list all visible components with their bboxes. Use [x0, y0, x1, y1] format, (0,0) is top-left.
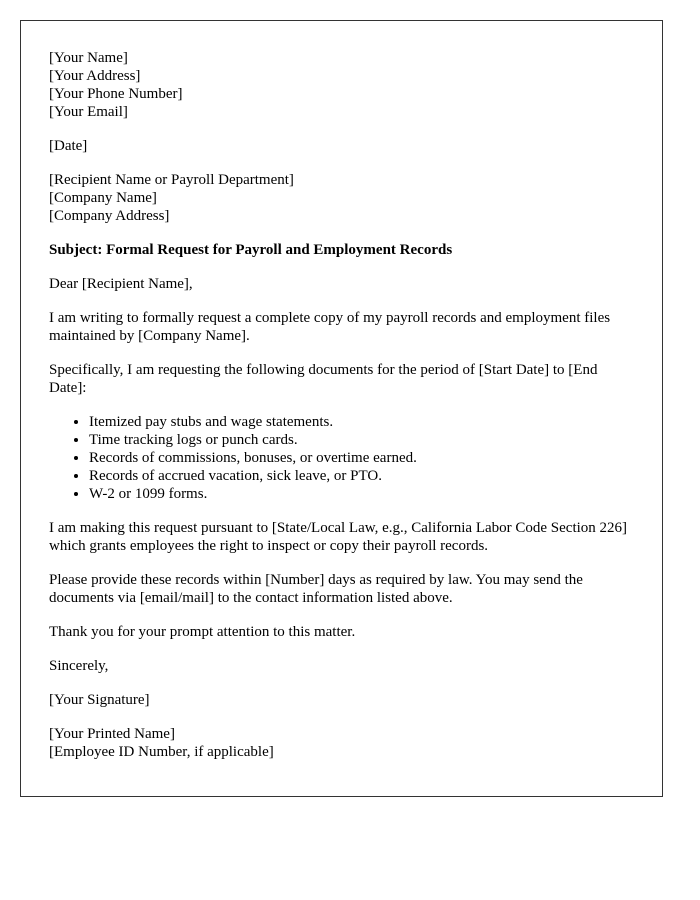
list-item: • Records of accrued vacation, sick leave, or PTO.	[89, 467, 634, 485]
recipient-company: [Company Name]	[49, 190, 157, 206]
legal-paragraph: I am making this request pursuant to [State/Local Law, e.g., California Labor Code Section 226] which grants employees the right to inspect or copy their payroll records.	[49, 520, 628, 554]
recipient-block	[49, 171, 634, 225]
document-list	[49, 413, 634, 503]
closing: Sincerely,	[49, 658, 109, 674]
list-item: • Itemized pay stubs and wage statements.	[89, 413, 634, 431]
list-item: • Records of commissions, bonuses, or overtime earned.	[89, 449, 634, 467]
list-item: • W-2 or 1099 forms.	[89, 485, 634, 503]
intro-paragraph: I am writing to formally request a complete copy of my payroll records and employment files maintained by [Company Name].	[49, 310, 611, 344]
date: [Date]	[49, 138, 88, 154]
sender-name: [Your Name]	[49, 50, 128, 66]
sender-address: [Your Address]	[49, 68, 141, 84]
thanks-paragraph: Thank you for your prompt attention to this matter.	[49, 624, 356, 640]
sender-phone: [Your Phone Number]	[49, 86, 183, 102]
deadline-paragraph: Please provide these records within [Number] days as required by law. You may send the documents via [email/mail] to the contact information listed above.	[49, 572, 583, 606]
sender-block	[49, 49, 634, 121]
employee-id: [Employee ID Number, if applicable]	[49, 744, 274, 760]
recipient-address: [Company Address]	[49, 208, 170, 224]
salutation: Dear [Recipient Name],	[49, 276, 193, 292]
printed-name: [Your Printed Name]	[49, 726, 175, 742]
letter	[20, 20, 663, 797]
signoff-block	[49, 725, 634, 761]
signature: [Your Signature]	[49, 692, 150, 708]
list-item: • Time tracking logs or punch cards.	[89, 431, 634, 449]
recipient-name: [Recipient Name or Payroll Department]	[49, 172, 294, 188]
specific-paragraph: Specifically, I am requesting the following documents for the period of [Start Date] to [End Date]:	[49, 362, 598, 396]
sender-email: [Your Email]	[49, 104, 128, 120]
subject-line: Subject: Formal Request for Payroll and Employment Records	[49, 242, 453, 258]
